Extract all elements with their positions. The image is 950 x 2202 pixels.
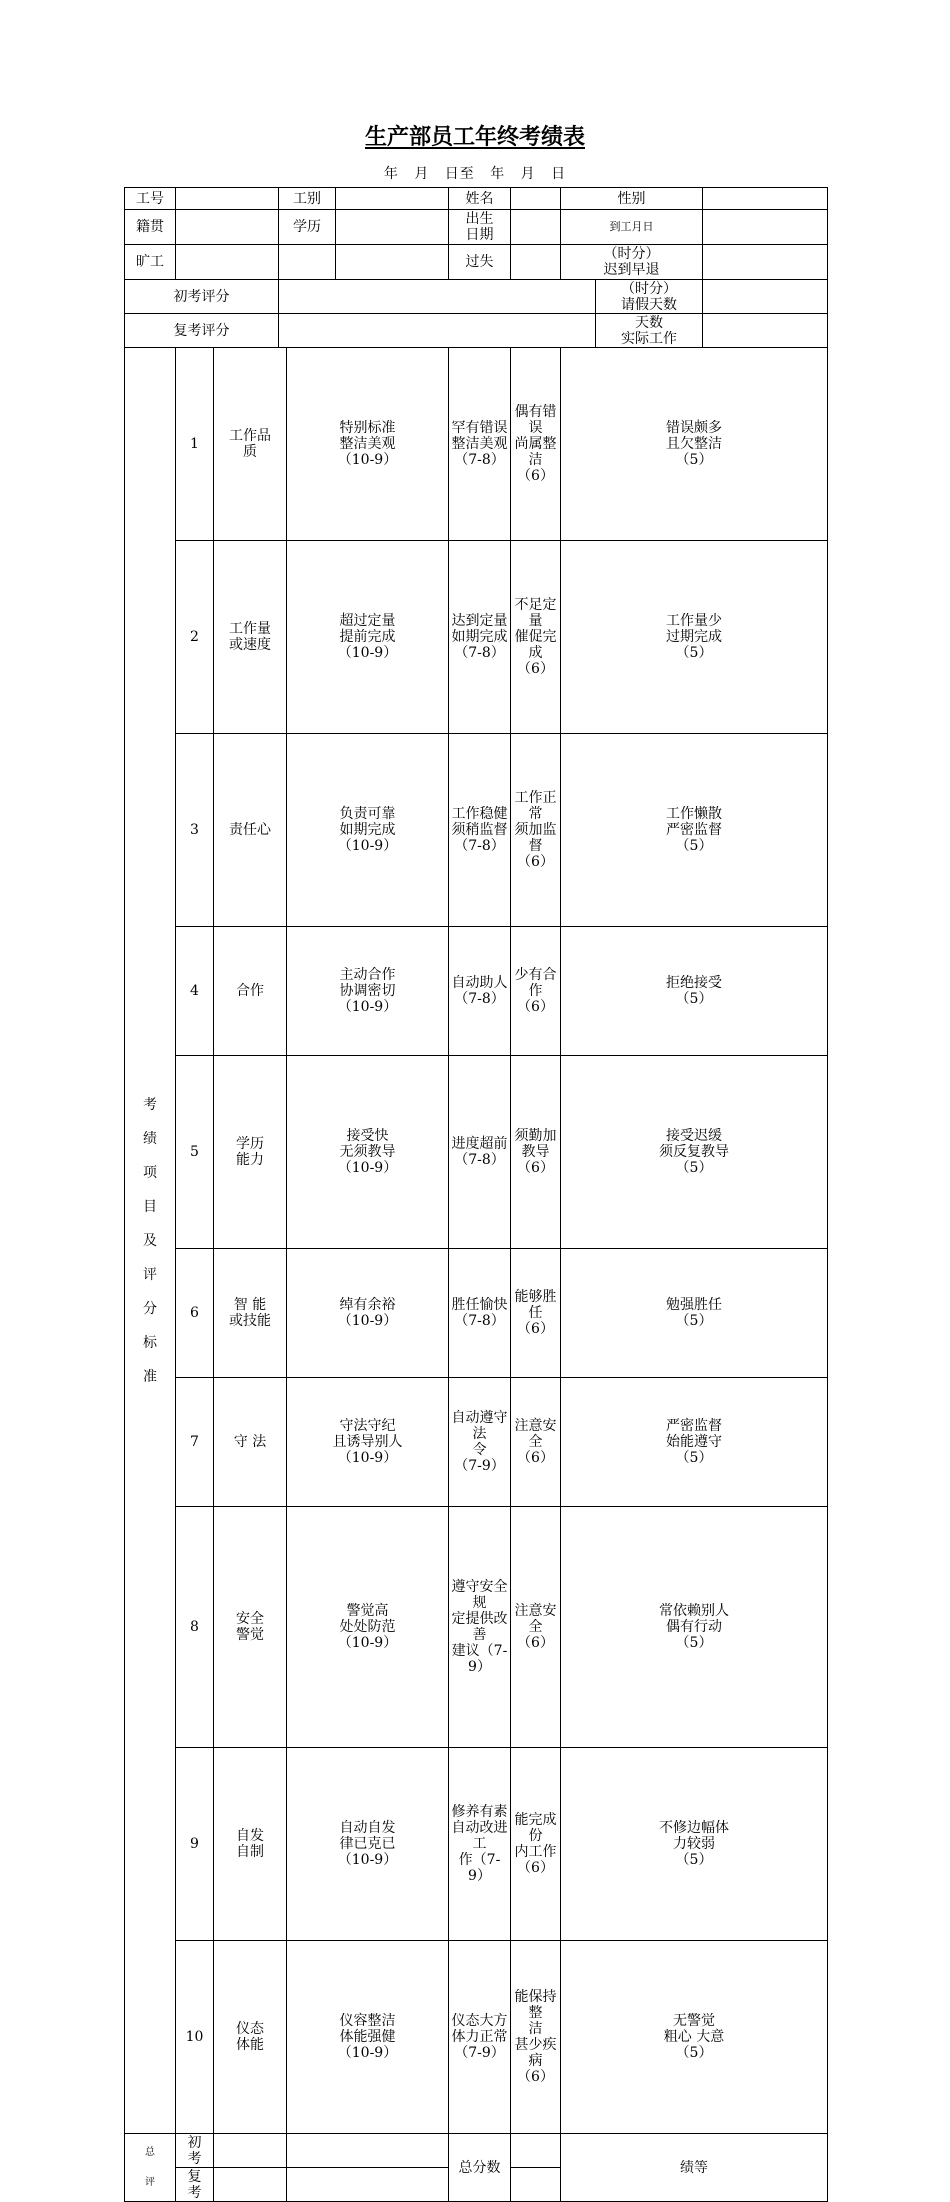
first-review-field[interactable] xyxy=(279,280,596,314)
criteria-level-1: 仪容整洁 体能强健 （10-9） xyxy=(287,1941,449,2134)
date-month-to: 月 xyxy=(520,166,536,182)
criteria-level-3: 不足定量 催促完成 （6） xyxy=(511,541,561,734)
summary-second-field-2[interactable] xyxy=(287,2168,449,2202)
criteria-level-4: 严密监督 始能遵守 （5） xyxy=(561,1378,828,1507)
fault-field[interactable] xyxy=(511,245,561,280)
education-field[interactable] xyxy=(336,210,449,245)
job-type-label: 工别 xyxy=(279,188,336,210)
late-early-label: （时分） 迟到早退 xyxy=(561,245,703,280)
criteria-level-1: 接受快 无须教导 （10-9） xyxy=(287,1056,449,1249)
criteria-row xyxy=(125,1056,828,1249)
criteria-row xyxy=(125,348,828,541)
criteria-level-1: 主动合作 协调密切 （10-9） xyxy=(287,927,449,1056)
summary-row xyxy=(125,2134,828,2168)
education-label: 学历 xyxy=(279,210,336,245)
criteria-item: 守 法 xyxy=(214,1378,287,1507)
criteria-no: 7 xyxy=(176,1378,214,1507)
criteria-level-2: 达到定量 如期完成 （7-8） xyxy=(449,541,511,734)
first-review-label: 初考评分 xyxy=(125,280,279,314)
criteria-level-3: 能够胜任 （6） xyxy=(511,1249,561,1378)
criteria-level-4: 错误颇多 且欠整洁 （5） xyxy=(561,348,828,541)
native-place-label: 籍贯 xyxy=(125,210,176,245)
summary-first-field-2[interactable] xyxy=(287,2134,449,2168)
job-type-field[interactable] xyxy=(336,188,449,210)
absence-field-3[interactable] xyxy=(336,245,449,280)
gender-field[interactable] xyxy=(703,188,828,210)
header-row xyxy=(125,280,828,314)
grade-label: 绩等 xyxy=(561,2134,828,2202)
header-row xyxy=(125,245,828,280)
criteria-level-4: 接受迟缓 须反复教导 （5） xyxy=(561,1056,828,1249)
criteria-row xyxy=(125,927,828,1056)
criteria-level-1: 负责可靠 如期完成 （10-9） xyxy=(287,734,449,927)
criteria-item: 智 能 或技能 xyxy=(214,1249,287,1378)
criteria-level-4: 常依赖别人 偶有行动 （5） xyxy=(561,1507,828,1748)
criteria-level-1: 警觉高 处处防范 （10-9） xyxy=(287,1507,449,1748)
date-month-from: 月 xyxy=(414,166,430,182)
criteria-item: 工作量 或速度 xyxy=(214,541,287,734)
criteria-level-1: 特别标准 整洁美观 （10-9） xyxy=(287,348,449,541)
criteria-row xyxy=(125,1507,828,1748)
criteria-no: 8 xyxy=(176,1507,214,1748)
criteria-item: 安全 警觉 xyxy=(214,1507,287,1748)
employee-no-label: 工号 xyxy=(125,188,176,210)
page-title: 生产部员工年终考绩表 xyxy=(364,124,585,150)
name-label: 姓名 xyxy=(449,188,511,210)
criteria-level-3: 须勤加 教导 （6） xyxy=(511,1056,561,1249)
actual-work-label: 天数 实际工作 xyxy=(596,314,703,348)
criteria-level-4: 工作量少 过期完成 （5） xyxy=(561,541,828,734)
criteria-row xyxy=(125,1941,828,2134)
header-row xyxy=(125,210,828,245)
second-review-field[interactable] xyxy=(279,314,596,348)
summary-first-field-3[interactable] xyxy=(511,2134,561,2168)
criteria-level-2: 工作稳健 须稍监督 （7-8） xyxy=(449,734,511,927)
summary-second-field-3[interactable] xyxy=(511,2168,561,2202)
criteria-no: 1 xyxy=(176,348,214,541)
criteria-item: 合作 xyxy=(214,927,287,1056)
criteria-no: 4 xyxy=(176,927,214,1056)
summary-first-label: 初 考 xyxy=(176,2134,214,2168)
date-range xyxy=(0,163,950,183)
evaluation-form xyxy=(124,187,828,2202)
criteria-item: 学历 能力 xyxy=(214,1056,287,1249)
criteria-level-1: 自动自发 律已克已 （10-9） xyxy=(287,1748,449,1941)
criteria-level-4: 勉强胜任 （5） xyxy=(561,1249,828,1378)
date-year-from: 年 xyxy=(383,166,399,182)
summary-second-field-1[interactable] xyxy=(214,2168,287,2202)
leave-days-label: （时分） 请假天数 xyxy=(596,280,703,314)
summary-first-field-1[interactable] xyxy=(214,2134,287,2168)
criteria-level-3: 能保持整 洁 甚少疾病 （6） xyxy=(511,1941,561,2134)
absence-field[interactable] xyxy=(176,245,279,280)
criteria-item: 责任心 xyxy=(214,734,287,927)
criteria-level-2: 胜任愉快 （7-8） xyxy=(449,1249,511,1378)
criteria-level-1: 绰有余裕 （10-9） xyxy=(287,1249,449,1378)
start-date-label: 到工月日 xyxy=(561,210,703,245)
fault-label: 过失 xyxy=(449,245,511,280)
criteria-item: 自发 自制 xyxy=(214,1748,287,1941)
criteria-level-2: 仪态大方 体力正常 （7-9） xyxy=(449,1941,511,2134)
criteria-level-3: 注意安全 （6） xyxy=(511,1507,561,1748)
criteria-level-3: 能完成份 内工作 （6） xyxy=(511,1748,561,1941)
gender-label: 性别 xyxy=(561,188,703,210)
criteria-level-3: 偶有错误 尚属整洁 （6） xyxy=(511,348,561,541)
criteria-level-2: 自动助人 （7-8） xyxy=(449,927,511,1056)
date-day-from: 日至 xyxy=(444,166,475,182)
criteria-level-1: 守法守纪 且诱导别人 （10-9） xyxy=(287,1378,449,1507)
summary-second-label: 复 考 xyxy=(176,2168,214,2202)
header-row xyxy=(125,188,828,210)
criteria-level-2: 修养有素 自动改进工 作（7-9） xyxy=(449,1748,511,1941)
criteria-level-2: 遵守安全规 定提供改善 建议（7-9） xyxy=(449,1507,511,1748)
absence-label: 旷工 xyxy=(125,245,176,280)
criteria-section-label: 考 绩 项 目 及 评 分 标 准 xyxy=(125,348,176,2134)
criteria-no: 10 xyxy=(176,1941,214,2134)
native-place-field[interactable] xyxy=(176,210,279,245)
criteria-row xyxy=(125,541,828,734)
birth-date-field[interactable] xyxy=(511,210,561,245)
criteria-no: 5 xyxy=(176,1056,214,1249)
criteria-no: 2 xyxy=(176,541,214,734)
absence-field-2[interactable] xyxy=(279,245,336,280)
criteria-no: 6 xyxy=(176,1249,214,1378)
late-early-field[interactable] xyxy=(703,245,828,280)
criteria-level-4: 不修边幅体 力较弱 （5） xyxy=(561,1748,828,1941)
birth-date-label: 出生 日期 xyxy=(449,210,511,245)
summary-label: 总 评 xyxy=(125,2134,176,2202)
criteria-level-3: 工作正常 须加监督 （6） xyxy=(511,734,561,927)
actual-work-field[interactable] xyxy=(703,314,828,348)
criteria-no: 9 xyxy=(176,1748,214,1941)
criteria-level-2: 罕有错误 整洁美观 （7-8） xyxy=(449,348,511,541)
criteria-level-3: 少有合作 （6） xyxy=(511,927,561,1056)
header-row xyxy=(125,314,828,348)
criteria-level-3: 注意安全 （6） xyxy=(511,1378,561,1507)
date-year-to: 年 xyxy=(490,166,506,182)
criteria-level-4: 工作懒散 严密监督 （5） xyxy=(561,734,828,927)
criteria-row xyxy=(125,734,828,927)
criteria-no: 3 xyxy=(176,734,214,927)
start-date-field[interactable] xyxy=(703,210,828,245)
criteria-item: 工作品 质 xyxy=(214,348,287,541)
leave-days-field[interactable] xyxy=(703,280,828,314)
name-field[interactable] xyxy=(511,188,561,210)
criteria-level-4: 拒绝接受 （5） xyxy=(561,927,828,1056)
criteria-level-1: 超过定量 提前完成 （10-9） xyxy=(287,541,449,734)
criteria-row xyxy=(125,1378,828,1507)
employee-no-field[interactable] xyxy=(176,188,279,210)
criteria-row xyxy=(125,1249,828,1378)
total-score-label: 总分数 xyxy=(449,2134,511,2202)
criteria-level-2: 进度超前 （7-8） xyxy=(449,1056,511,1249)
second-review-label: 复考评分 xyxy=(125,314,279,348)
date-day-to: 日 xyxy=(551,166,567,182)
criteria-row xyxy=(125,1748,828,1941)
criteria-level-2: 自动遵守法 令 （7-9） xyxy=(449,1378,511,1507)
criteria-item: 仪态 体能 xyxy=(214,1941,287,2134)
criteria-level-4: 无警觉 粗心 大意 （5） xyxy=(561,1941,828,2134)
